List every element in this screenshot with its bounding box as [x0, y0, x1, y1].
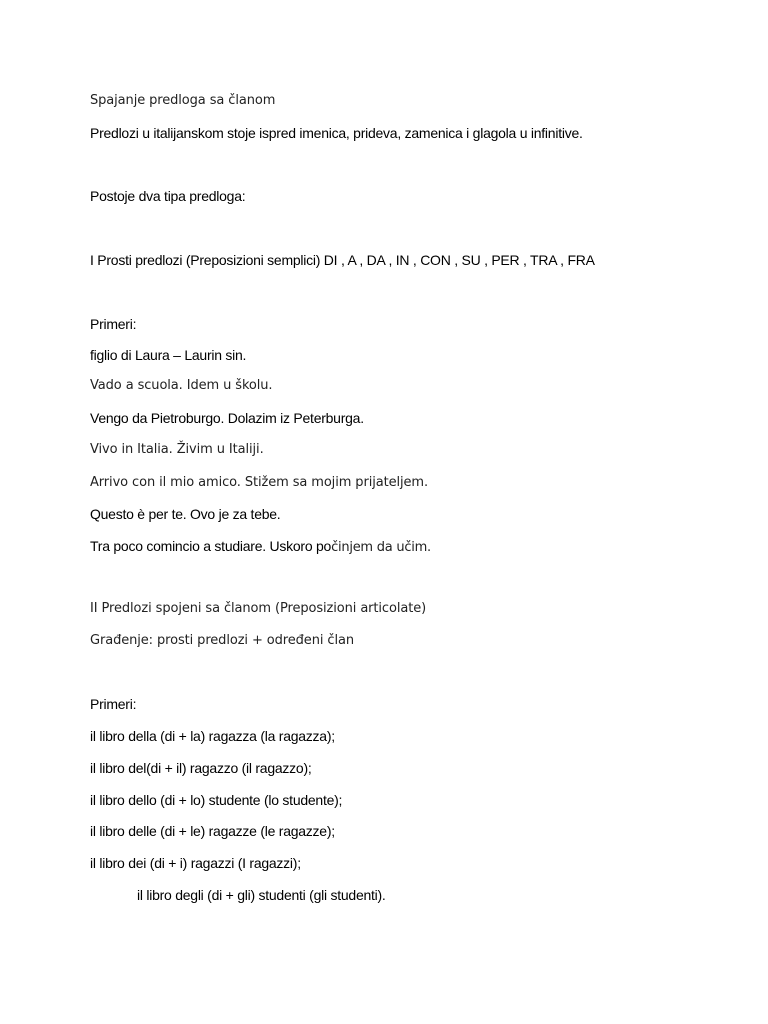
section2-example-3: il libro dello (di + lo) studente (lo studente);	[90, 792, 343, 808]
section2-example-6: il libro degli (di + gli) studenti (gli studenti).	[137, 887, 386, 903]
section2-example-1: il libro della (di + la) ragazza (la ragazza);	[90, 728, 335, 744]
section1-example-5: Arrivo con il mio amico. Stižem sa mojim prijateljem.	[90, 475, 429, 490]
section1-example-3: Vengo da Pietroburgo. Dolazim iz Peterburga.	[90, 410, 364, 426]
section2-heading: II Predlozi spojeni sa članom (Preposizioni articolate)	[90, 601, 427, 616]
section1-example-4: Vivo in Italia. Živim u Italiji.	[90, 442, 264, 457]
intro-paragraph: Predlozi u italijanskom stoje ispred imenica, prideva, zamenica i glagola u infinitive.	[90, 125, 583, 141]
section2-construction: Građenje: prosti predlozi + određeni član	[90, 633, 354, 648]
section1-example-7-part2: činjem da učim.	[331, 540, 431, 555]
types-heading: Postoje dva tipa predloga:	[90, 188, 246, 204]
section1-heading: I Prosti predlozi (Preposizioni semplici) DI , A , DA , IN , CON , SU , PER , TRA , FRA	[90, 252, 595, 268]
section2-example-2: il libro del(di + il) ragazzo (il ragazzo);	[90, 760, 312, 776]
section1-example-1: figlio di Laura – Laurin sin.	[90, 347, 247, 363]
section1-example-7-part1: Tra poco comincio a studiare. Uskoro po	[90, 538, 332, 554]
section1-example-7	[90, 537, 431, 557]
section1-examples-label: Primeri:	[90, 316, 137, 332]
section1-example-2: Vado a scuola. Idem u školu.	[90, 378, 273, 393]
section1-example-6: Questo è per te. Ovo je za tebe.	[90, 506, 281, 522]
document-title: Spajanje predloga sa članom	[90, 93, 276, 108]
section2-example-4: il libro delle (di + le) ragazze (le ragazze);	[90, 823, 335, 839]
section2-examples-label: Primeri:	[90, 696, 137, 712]
section2-example-5: il libro dei (di + i) ragazzi (I ragazzi);	[90, 855, 301, 871]
